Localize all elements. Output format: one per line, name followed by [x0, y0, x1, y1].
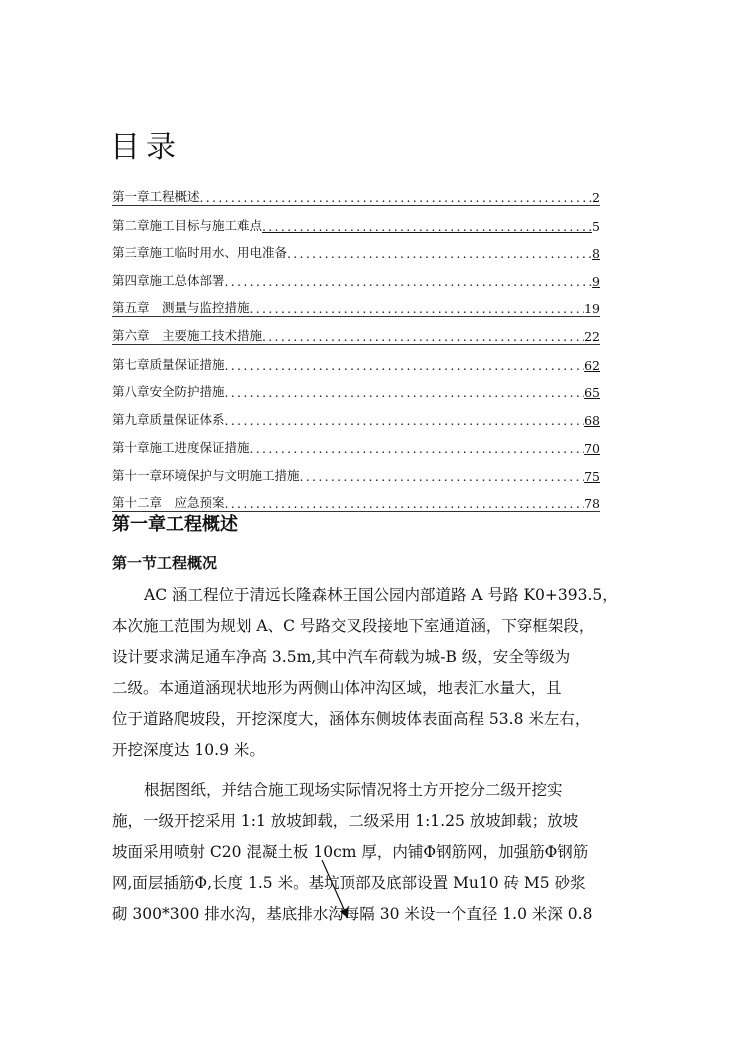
text-line: 位于道路爬坡段，开挖深度大，涵体东侧坡体表面高程 53.8 米左右，	[112, 710, 591, 728]
text-line: 二级。本通道涵现状地形为两侧山体冲沟区域，地表汇水量大，且	[112, 679, 562, 697]
toc-entry-page: 62	[584, 357, 600, 373]
text-line: 网,面层插筋Φ,长度 1.5 米。基坑顶部及底部设置 Mu10 砖 M5 砂浆	[112, 874, 586, 892]
text-line: 砌 300*300 排水沟，基底排水沟每隔 30 米设一个直径 1.0 米深 0.8	[112, 905, 593, 923]
toc-entry-label: 第一章工程概述	[112, 188, 200, 204]
toc-title: 目录	[110, 130, 182, 165]
toc-entry-page: 78	[584, 495, 600, 511]
chapter-heading: 第一章工程概述	[112, 514, 238, 535]
section-heading: 第一节工程概况	[112, 554, 218, 572]
toc-entry-label: 第五章 测量与监控措施	[112, 299, 250, 315]
text-line: 设计要求满足通车净高 3.5m,其中汽车荷载为城-B 级，安全等级为	[112, 648, 571, 666]
toc-entry-page: 22	[584, 328, 600, 344]
toc-entry-page: 75	[584, 468, 600, 484]
text-line: 本次施工范围为规划 A、C 号路交叉段接地下室通道涵，下穿框架段，	[112, 617, 595, 635]
toc-entry-page: 9	[592, 274, 600, 290]
toc-entry-label: 第三章施工临时用水、用电准备	[112, 245, 288, 261]
toc-entry-page: 8	[592, 246, 600, 262]
toc-entry-page: 2	[592, 189, 600, 205]
toc-entry-page: 70	[584, 440, 600, 456]
toc-entry-label: 第八章安全防护措施	[112, 384, 225, 400]
toc-entry-label: 第七章质量保证措施	[112, 356, 225, 372]
toc-entry-label: 第十二章 应急预案	[112, 494, 225, 510]
toc-entry-page: 65	[584, 385, 600, 401]
toc-entry-label: 第九章质量保证体系	[112, 412, 225, 428]
toc-entry-label: 第十一章环境保护与文明施工措施	[112, 467, 300, 483]
toc-entry-label: 第十章施工进度保证措施	[112, 439, 250, 455]
text-line: 施，一级开挖采用 1:1 放坡卸载，二级采用 1:1.25 放坡卸载；放坡	[112, 812, 579, 830]
toc-entry-page: 68	[584, 413, 600, 429]
text-line: 根据图纸，并结合施工现场实际情况将土方开挖分二级开挖实	[144, 781, 563, 799]
text-line: 开挖深度达 10.9 米。	[112, 741, 265, 759]
text-line: AC 涵工程位于清远长隆森林王国公园内部道路 A 号路 K0+393.5，	[144, 586, 618, 604]
toc-entry-label: 第六章 主要施工技术措施	[112, 327, 263, 343]
toc-entry-page: 5	[592, 218, 600, 234]
toc-entry-page: 19	[584, 300, 600, 316]
toc-entry-label: 第四章施工总体部署	[112, 273, 225, 289]
text-line: 坡面采用喷射 C20 混凝土板 10cm 厚，内铺Φ钢筋网，加强筋Φ钢筋	[112, 843, 589, 861]
toc-entry-label: 第二章施工目标与施工难点	[112, 217, 263, 233]
